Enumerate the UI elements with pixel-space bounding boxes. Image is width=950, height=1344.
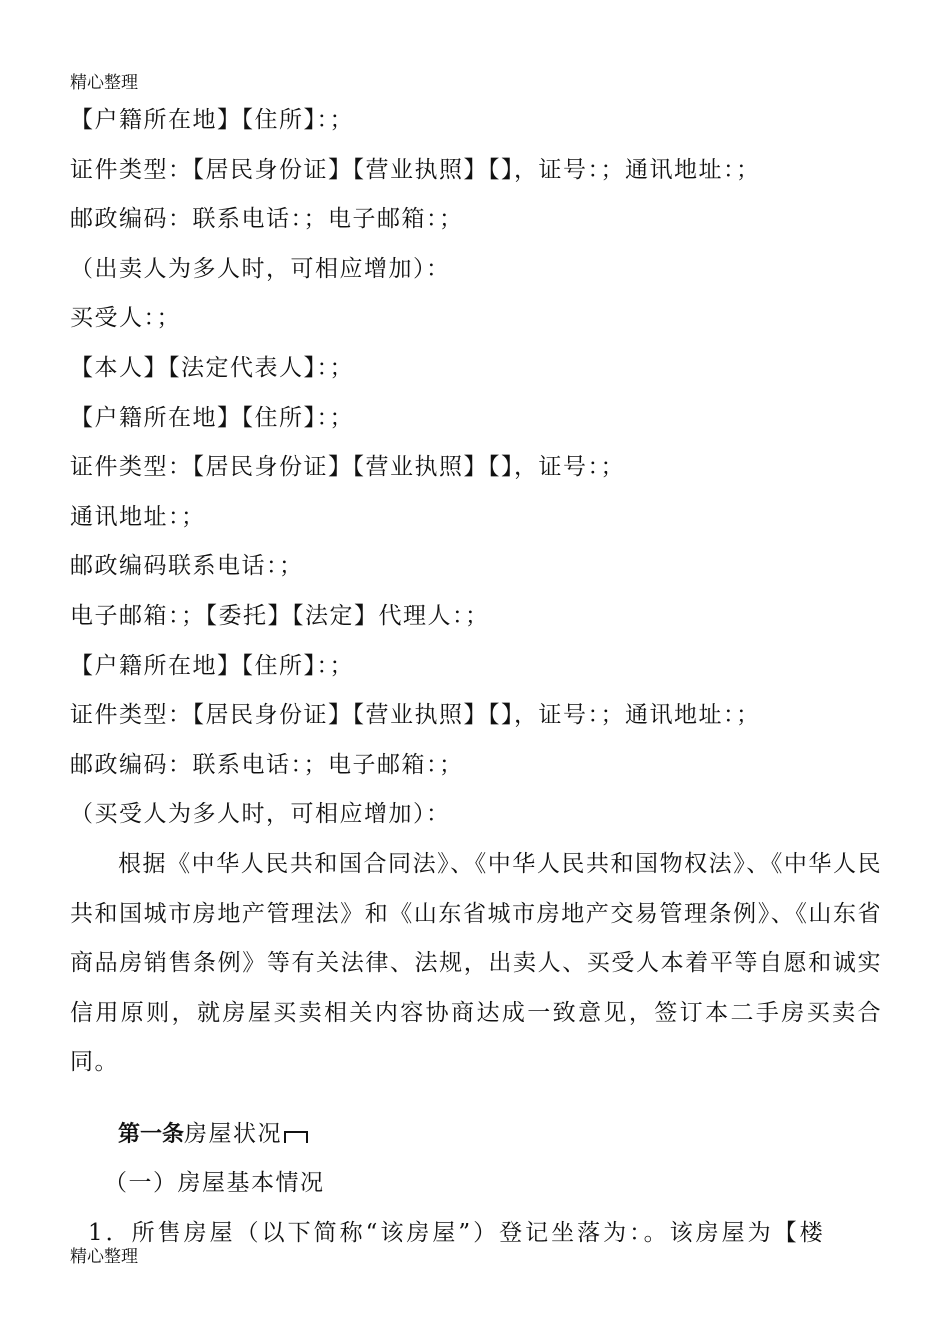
section-number: 第一条: [118, 1121, 185, 1147]
text-line: 证件类型：【居民身份证】【营业执照】【】，证号：；通讯地址：；: [70, 156, 761, 183]
text-line: 买受人：；: [70, 305, 181, 332]
text-line: （出卖人为多人时，可相应增加）：: [70, 255, 451, 282]
subsection-heading: （一）房屋基本情况: [104, 1170, 325, 1197]
page-header: 精心整理: [70, 73, 138, 93]
text-line: 【本人】【法定代表人】：；: [70, 354, 354, 381]
text-line: 邮政编码：联系电话：；电子邮箱：；: [70, 751, 464, 778]
section-heading: [70, 1110, 882, 1160]
preamble-paragraph: 根据《中华人民共和国合同法》、《中华人民共和国物权法》、《中华人民共和国城市房地产管理法》和《山东省城市房地产交易管理条例》、《山东省商品房销售条例》等有关法律、法规，出卖人、买受人本着平等自愿和诚实信用原则，就房屋买卖相关内容协商达成一致意见，签订本二手房买卖合同。: [70, 850, 882, 1076]
text-line: 【户籍所在地】【住所】：；: [70, 107, 354, 133]
bracket-mark-icon: [284, 1131, 308, 1143]
text-line: 通讯地址：；: [70, 503, 206, 530]
text-line: 证件类型：【居民身份证】【营业执照】【】，证号：；: [70, 454, 625, 481]
text-line: 【户籍所在地】【住所】：；: [70, 652, 354, 679]
spacer: [70, 1088, 882, 1110]
text-line: 邮政编码：联系电话：；电子邮箱：；: [70, 206, 464, 233]
list-item: 1．所售房屋（以下简称“该房屋”）登记坐落为：。该房屋为【楼: [88, 1220, 826, 1247]
section-title: 房屋状况: [184, 1120, 283, 1147]
text-line: 邮政编码联系电话：；: [70, 553, 304, 580]
text-line: （买受人为多人时，可相应增加）：: [70, 801, 451, 828]
page-footer: 精心整理: [70, 1247, 138, 1267]
text-line: 【户籍所在地】【住所】：；: [70, 404, 354, 431]
text-line: 电子邮箱：；【委托】【法定】代理人：；: [70, 602, 490, 629]
text-line: 证件类型：【居民身份证】【营业执照】【】，证号：；通讯地址：；: [70, 702, 761, 729]
document-body: [70, 96, 882, 1259]
